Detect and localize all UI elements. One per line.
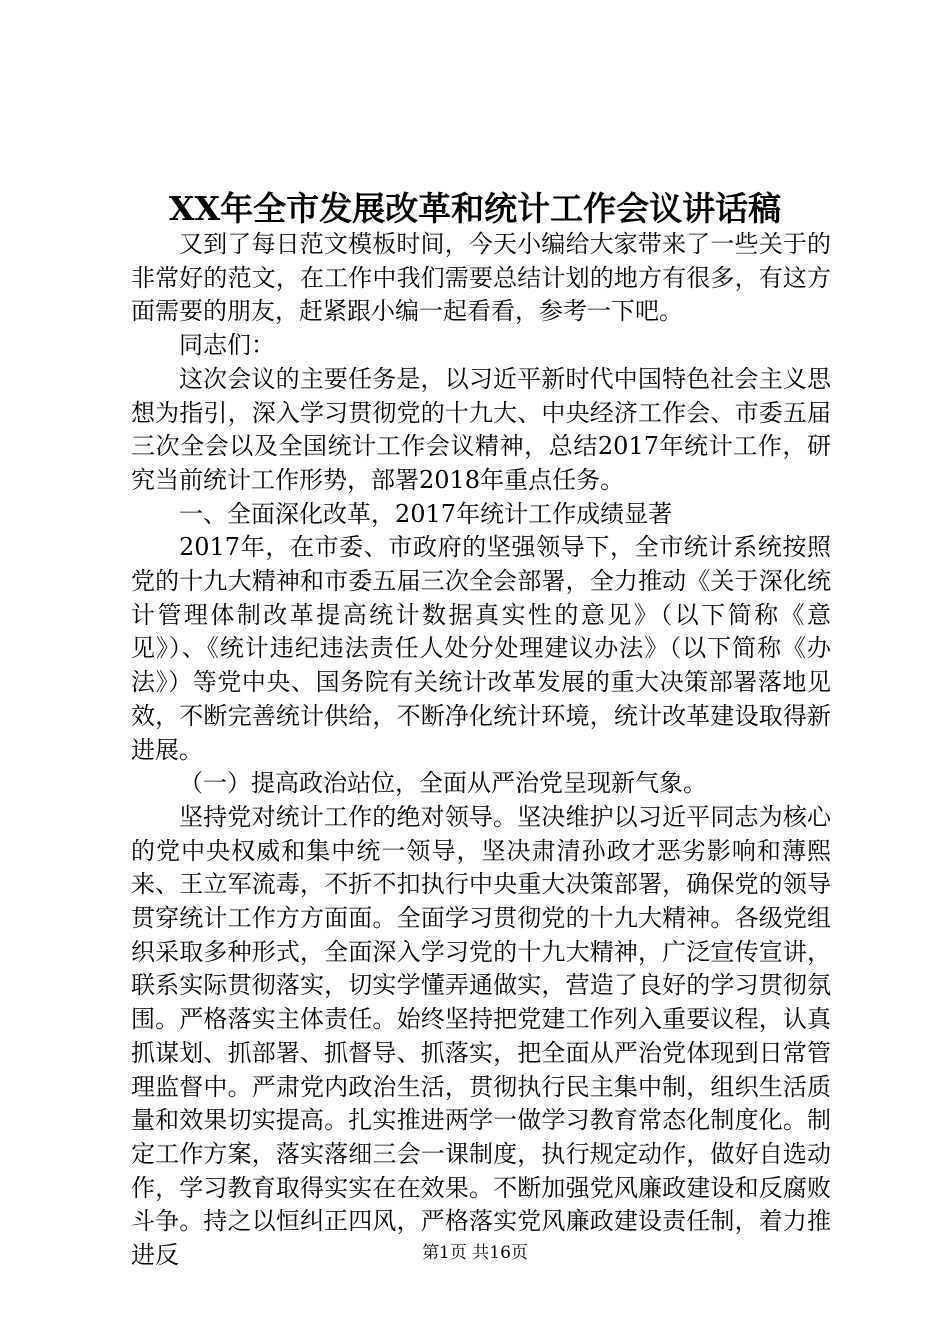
- subsection-heading-1: （一）提高政治站位，全面从严治党呈现新气象。: [179, 769, 707, 798]
- paragraph-salutation: 同志们：: [179, 331, 275, 360]
- paragraph-intro: 又到了每日范文模板时间，今天小编给大家带来了一些关于的非常好的范文，在工作中我们需要总结计划的地方有很多，有这方面需要的朋友，赶紧跟小编一起看看，参考一下吧。: [131, 230, 831, 326]
- document-body: [131, 228, 831, 1273]
- paragraph-2017-review: 2017年，在市委、市政府的坚强领导下，全市统计系统按照党的十九大精神和市委五届三次全会部署，全力推动《关于深化统计管理体制改革提高统计数据真实性的意见》（以下简称《意见》）、《统计违纪违法责任人处分处理建议办法》（以下简称《办法》）等党中央、国务院有关统计改革发展的重大决策部署落地见效，不断完善统计供给，不断净化统计环境，统计改革建设取得新进展。: [131, 533, 831, 764]
- section-heading-1: 一、全面深化改革，2017年统计工作成绩显著: [179, 499, 673, 528]
- document-title: XX年全市发展改革和统计工作会议讲话稿: [168, 189, 782, 228]
- paragraph-party-leadership: 坚持党对统计工作的绝对领导。坚决维护以习近平同志为核心的党中央权威和集中统一领导，坚决肃清孙政才恶劣影响和薄熙来、王立军流毒，不折不扣执行中央重大决策部署，确保党的领导贯穿统计工作方方面面。全面学习贯彻党的十九大精神。各级党组织采取多种形式，全面深入学习党的十九大精神，广泛宣传宣讲，联系实际贯彻落实，切实学懂弄通做实，营造了良好的学习贯彻氛围。严格落实主体责任。始终坚持把党建工作列入重要议程，认真抓谋划、抓部署、抓督导、抓落实，把全面从严治党体现到日常管理监督中。严肃党内政治生活，贯彻执行民主集中制，组织生活质量和效果切实提高。扎实推进两学一做学习教育常态化制度化。制定工作方案，落实落细三会一课制度，执行规定动作，做好自选动作，学习教育取得实实在在效果。不断加强党风廉政建设和反腐败斗争。持之以恒纠正四风，严格落实党风廉政建设责任制，着力推进反: [131, 802, 831, 1270]
- paragraph-meeting-task: 这次会议的主要任务是，以习近平新时代中国特色社会主义思想为指引，深入学习贯彻党的十九大、中央经济工作会、市委五届三次全会以及全国统计工作会议精神，总结2017年统计工作，研究当前统计工作形势，部署2018年重点任务。: [131, 364, 831, 494]
- page-number-footer: 第1页 共16页: [422, 1243, 528, 1263]
